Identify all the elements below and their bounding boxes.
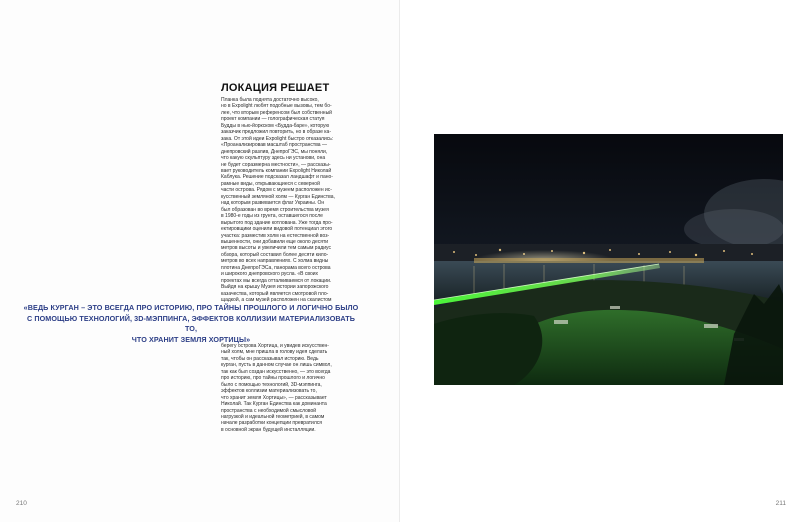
pull-quote: «ВЕДЬ КУРГАН – ЭТО ВСЕГДА ПРО ИСТОРИЮ, ПРО ТАЙНЫ ПРОШЛОГО И ЛОГИЧНО БЫЛО С ПОМОЩЬЮ ТЕХНОЛОГИЙ, 3D-МЭППИНГА, ЭФФЕКТОВ КОЛЛИЗИИ МАТЕРИАЛИЗОВАТЬ ТО, ЧТО ХРАНИТ ЗЕМЛЯ ХОРТИЦЫ» — [23, 303, 359, 344]
body-column-lower: берегу острова Хортица, и увидев искусствен- ный холм, мне пришла в голову идея сделать так, чтобы он рассказывал историю. Ведь курган, пусть в данном случае он лишь символ, так как был создан искусственно, — это всегда про историю, про тайны прошлого и логично было с помощью технологий, 3D-мэппинга, эффектов коллизии материализовать то, что хранит земля Хортицы», — рассказывает Николай. Так Курган Единства как доминанта пространства с необходимой смысловой нагрузкой и идеальной геометрией, в самом начале разработки концепции превратился в основной экран будущей инсталляции. — [221, 343, 332, 433]
page-number-right: 211 — [775, 500, 786, 507]
night-laser-photo — [434, 134, 783, 385]
photo-illustration — [434, 134, 783, 385]
section-heading: ЛОКАЦИЯ РЕШАЕТ — [221, 82, 330, 94]
page-number-left: 210 — [16, 500, 27, 507]
body-column-upper: Планка была поднята достаточно высоко, но в Expolight любят подобные вызовы, тем бо- лее, что вторым референсом был собственный проект компании — голографическая статуя Будды в нью-йоркском «Будда-баре», которую заказчик предложил повторить, но в образе ка- зака. От этой идеи Expolight быстро отказались: «Проанализировав масштаб пространства — днепровский разлив, ДнепроГЭС, мы поняли, что какую скульптуру здесь ни установи, она не будет соразмерна местности», — рассказы- вает руководитель компании Expolight Николай Каблука. Решение подсказал ландшафт и пано- рамные виды, открывающиеся с северной части острова. Рядом с музеем расположен ис- кусственный земляной холм — Курган Единства, над которым развевается флаг Украины. Он был образован во время строительства музея в 1980-е годы из грунта, оставшегося после вырытого под здание котлована. Уже тогда про- ектировщики оценили видовой потенциал этого участка: разместив холм на естественной воз- вышенности, они добавили еще около десяти метров высоты и увеличили тем самым радиус обзора, который составил более десяти кило- метров во всех направлениях. С холма видны плотина ДнепроГЭСа, панорама всего острова и широкого днепровского русла. «В своих проектах мы всегда отталкиваемся от локации. Выйдя на крышу Музея истории запорожского казачества, который является смотровой пло- щадкой, а сам музей расположен на скалистом — [221, 97, 335, 304]
dam — [474, 258, 704, 263]
